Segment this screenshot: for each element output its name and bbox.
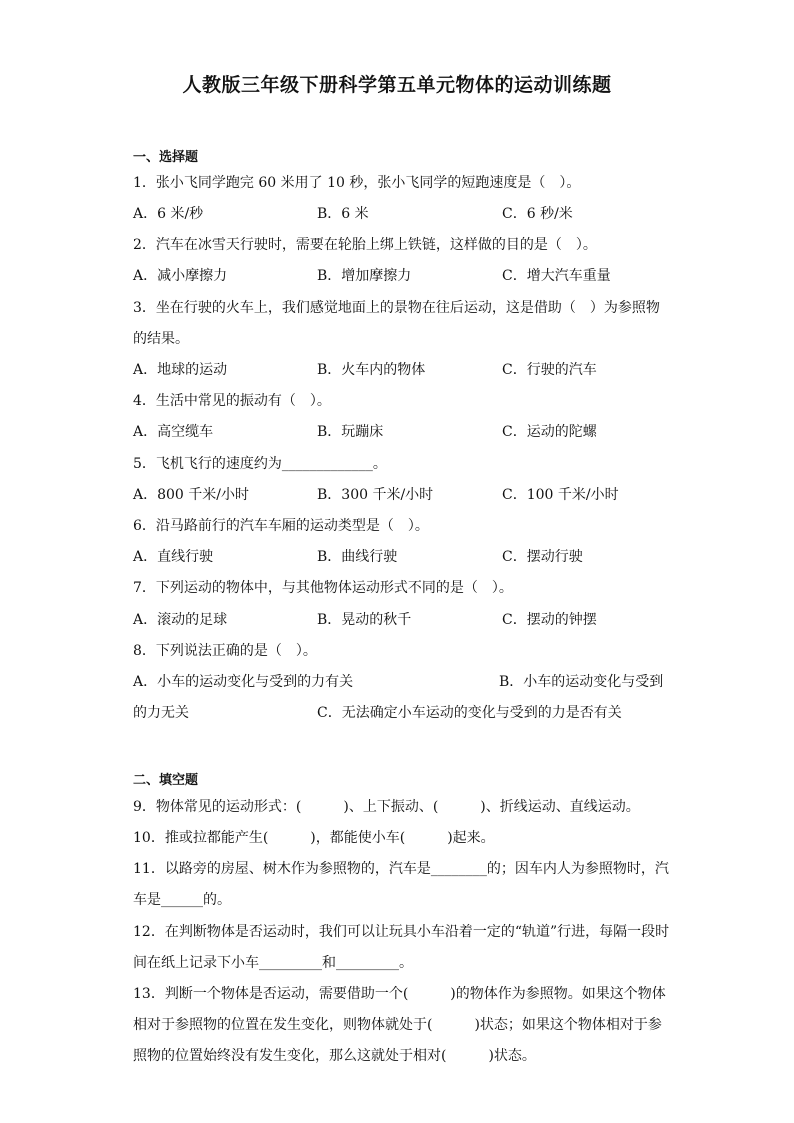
- q5-option-c: C．100 千米/小时: [502, 487, 619, 503]
- q1-option-b: B．6 米: [317, 206, 369, 222]
- section-heading-fill: 二、填空题: [133, 773, 199, 788]
- q6-option-b: B．曲线行驶: [317, 549, 398, 565]
- q6-option-a: A．直线行驶: [133, 549, 214, 565]
- q2-option-c: C．增大汽车重量: [502, 268, 611, 284]
- question-13-line-3: 照物的位置始终没有发生变化，那么这就处于相对( )状态。: [133, 1048, 536, 1064]
- q7-option-b: B．晃动的秋千: [317, 612, 412, 628]
- q5-option-a: A．800 千米/小时: [133, 487, 249, 503]
- question-2: 2．汽车在冰雪天行驶时，需要在轮胎上绑上铁链，这样做的目的是（ ）。: [133, 237, 597, 253]
- question-7: 7．下列运动的物体中，与其他物体运动形式不同的是（ ）。: [133, 580, 513, 596]
- question-12-line-1: 12．在判断物体是否运动时，我们可以让玩具小车沿着一定的“轨道”行进，每隔一段时: [133, 924, 670, 940]
- section-heading-choice: 一、选择题: [133, 150, 199, 165]
- q8-option-b-line-2: 的力无关: [133, 705, 189, 721]
- q2-option-b: B．增加摩擦力: [317, 268, 412, 284]
- q4-option-c: C．运动的陀螺: [502, 424, 597, 440]
- question-1: 1．张小飞同学跑完 60 米用了 10 秒，张小飞同学的短跑速度是（ ）。: [133, 175, 581, 191]
- q2-option-a: A．减小摩擦力: [133, 268, 228, 284]
- question-3-line-2: 的结果。: [133, 331, 189, 347]
- question-11-line-1: 11．以路旁的房屋、树木作为参照物的，汽车是________的；因车内人为参照物时，汽: [133, 861, 669, 877]
- page-title: 人教版三年级下册科学第五单元物体的运动训练题: [182, 74, 612, 96]
- question-11-line-2: 车是______的。: [133, 892, 231, 908]
- question-8: 8．下列说法正确的是（ ）。: [133, 643, 317, 659]
- question-10: 10．推或拉都能产生( )，都能使小车( )起来。: [133, 830, 495, 846]
- question-13-line-2: 相对于参照物的位置在发生变化，则物体就处于( )状态；如果这个物体相对于参: [133, 1017, 662, 1033]
- q1-option-a: A．6 米/秒: [133, 206, 204, 222]
- question-5: 5．飞机飞行的速度约为_____________。: [133, 456, 387, 472]
- q4-option-a: A．高空缆车: [133, 424, 214, 440]
- q1-option-c: C．6 秒/米: [502, 206, 573, 222]
- question-4: 4．生活中常见的振动有（ ）。: [133, 393, 331, 409]
- q7-option-c: C．摆动的钟摆: [502, 612, 597, 628]
- question-3-line-1: 3．坐在行驶的火车上，我们感觉地面上的景物在往后运动，这是借助（ ）为参照物: [133, 300, 660, 316]
- q3-option-b: B．火车内的物体: [317, 362, 426, 378]
- q3-option-c: C．行驶的汽车: [502, 362, 597, 378]
- q3-option-a: A．地球的运动: [133, 362, 228, 378]
- question-6: 6．沿马路前行的汽车车厢的运动类型是（ ）。: [133, 518, 429, 534]
- question-9: 9．物体常见的运动形式：( )、上下振动、( )、折线运动、直线运动。: [133, 799, 640, 815]
- q4-option-b: B．玩蹦床: [317, 424, 384, 440]
- question-12-line-2: 间在纸上记录下小车_________和_________。: [133, 955, 413, 971]
- q8-option-b-line-1: B．小车的运动变化与受到: [499, 674, 664, 690]
- q7-option-a: A．滚动的足球: [133, 612, 228, 628]
- q6-option-c: C．摆动行驶: [502, 549, 583, 565]
- q8-option-c: C．无法确定小车运动的变化与受到的力是否有关: [317, 705, 622, 721]
- question-13-line-1: 13．判断一个物体是否运动，需要借助一个( )的物体作为参照物。如果这个物体: [133, 986, 666, 1002]
- q8-option-a: A．小车的运动变化与受到的力有关: [133, 674, 354, 690]
- q5-option-b: B．300 千米/小时: [317, 487, 434, 503]
